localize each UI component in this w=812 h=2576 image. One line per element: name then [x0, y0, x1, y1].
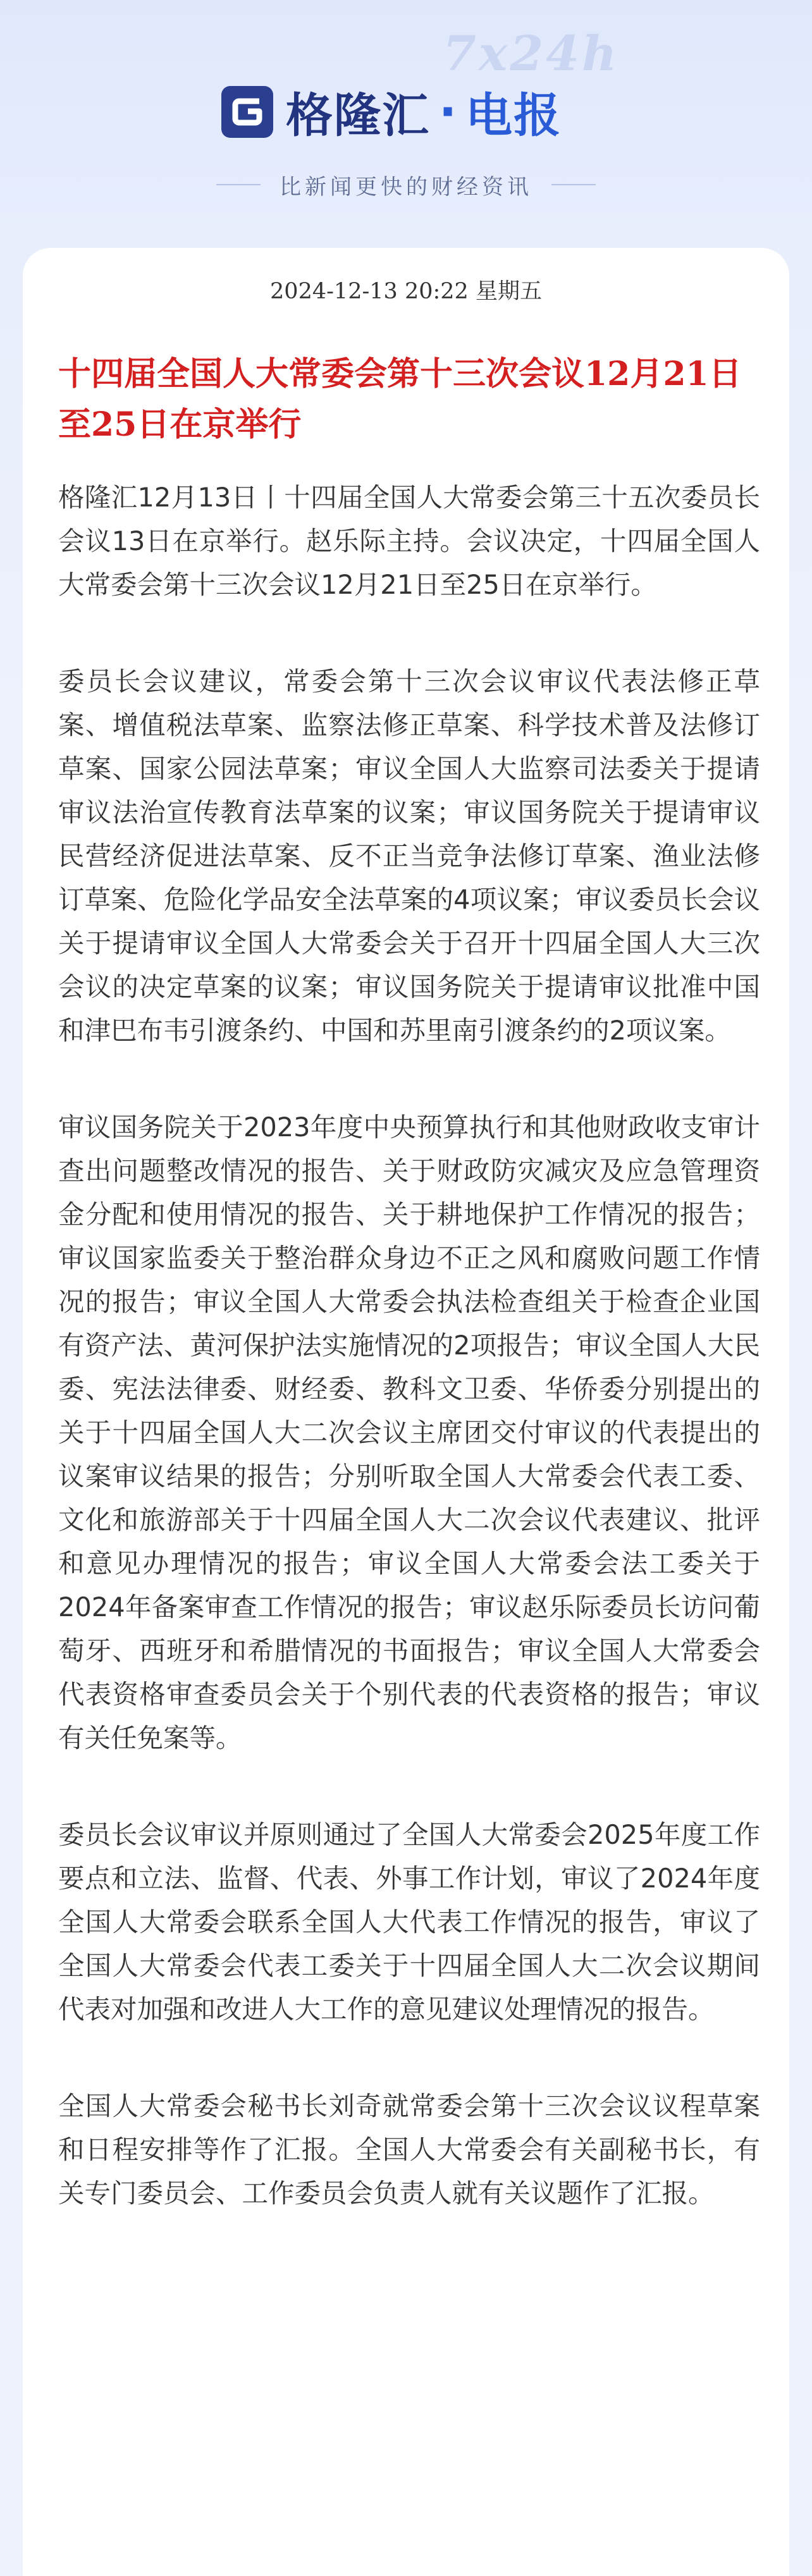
- header: [0, 0, 812, 253]
- date-row: [23, 272, 789, 311]
- article-datetime: 2024-12-13 20:22 星期五: [270, 279, 542, 304]
- tagline-divider-left: [216, 184, 261, 185]
- brand-separator: ·: [439, 85, 457, 139]
- article-paragraph: 委员长会议建议，常委会第十三次会议审议代表法修正草案、增值税法草案、监察法修正草案、科学技术普及法修订草案、国家公园法草案；审议全国人大监察司法委关于提请审议法治宣传教育法草案的议案；审议国务院关于提请审议民营经济促进法草案、反不正当竞争法修订草案、渔业法修订草案、危险化学品安全法草案的4项议案；审议委员长会议关于提请审议全国人大常委会关于召开十四届全国人大三次会议的决定草案的议案；审议国务院关于提请审议批准中国和津巴布韦引渡条约、中国和苏里南引渡条约的2项议案。: [58, 666, 760, 1046]
- tagline: 比新闻更快的财经资讯: [280, 174, 532, 200]
- article-paragraph: 全国人大常委会秘书长刘奇就常委会第十三次会议议程草案和日程安排等作了汇报。全国人大常委会有关副秘书长，有关专门委员会、工作委员会负责人就有关议题作了汇报。: [58, 2090, 760, 2209]
- article-paragraph: 格隆汇12月13日丨十四届全国人大常委会第三十五次委员长会议13日在京举行。赵乐际主持。会议决定，十四届全国人大常委会第十三次会议12月21日至25日在京举行。: [58, 482, 760, 600]
- article-card: [23, 248, 789, 2576]
- article-body: [58, 475, 760, 2268]
- tagline-divider-right: [551, 184, 596, 185]
- article-paragraph: 审议国务院关于2023年度中央预算执行和其他财政收支审计查出问题整改情况的报告、关于财政防灾减灾及应急管理资金分配和使用情况的报告、关于耕地保护工作情况的报告；审议国家监委关于整治群众身边不正之风和腐败问题工作情况的报告；审议全国人大常委会执法检查组关于检查企业国有资产法、黄河保护法实施情况的2项报告；审议全国人大民委、宪法法律委、财经委、教科文卫委、华侨委分别提出的关于十四届全国人大二次会议主席团交付审议的代表提出的议案审议结果的报告；分别听取全国人大常委会代表工委、文化和旅游部关于十四届全国人大二次会议代表建议、批评和意见办理情况的报告；审议全国人大常委会法工委关于2024年备案审查工作情况的报告；审议赵乐际委员长访问葡萄牙、西班牙和希腊情况的书面报告；审议全国人大常委会代表资格审查委员会关于个别代表的代表资格的报告；审议有关任免案等。: [58, 1112, 760, 1753]
- tagline-row: [0, 166, 812, 204]
- article-title: 十四届全国人大常委会第十三次会议12月21日至25日在京举行: [58, 355, 742, 444]
- article-paragraph: 委员长会议审议并原则通过了全国人大常委会2025年度工作要点和立法、监督、代表、外事工作计划，审议了2024年度全国人大常委会联系全国人大代表工作情况的报告，审议了全国人大常委会代表工委关于十四届全国人大二次会议期间代表对加强和改进人大工作的意见建议处理情况的报告。: [58, 1819, 760, 2025]
- brand-name: 格隆汇: [286, 89, 430, 143]
- date-badge: [251, 272, 561, 311]
- watermark-7x24h: 7x24h: [443, 25, 620, 82]
- brand-sub: 电报: [465, 89, 562, 143]
- brand: [221, 77, 562, 147]
- gelonghui-logo-icon: [221, 86, 273, 138]
